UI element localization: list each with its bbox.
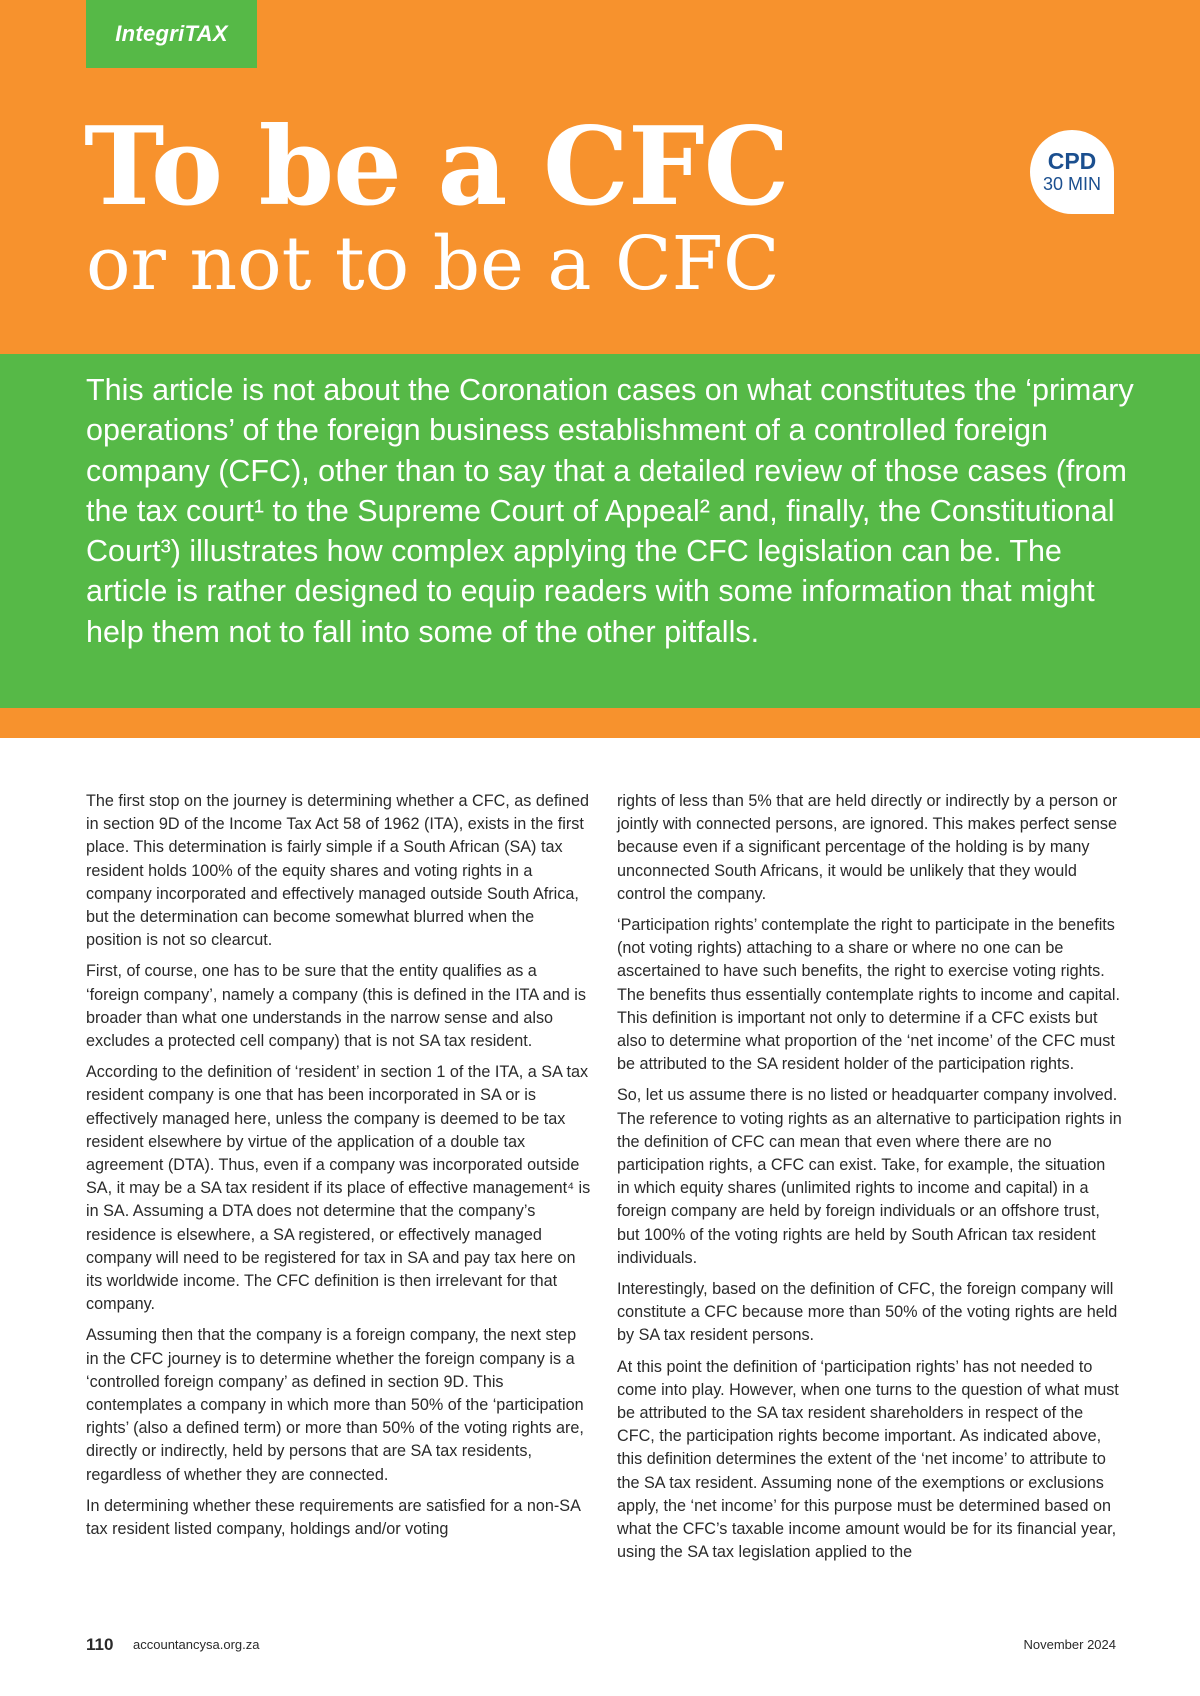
body-paragraph: In determining whether these requirements are satisfied for a non-SA tax resident listed company, holdings and/or voting (86, 1496, 580, 1539)
body-paragraph: Interestingly, based on the definition of CFC, the foreign company will constitute a CFC because more than 50% of the voting rights are held by SA tax resident persons. (617, 1280, 1118, 1345)
divider-strip (0, 708, 1200, 738)
body-column-left (86, 790, 591, 1549)
body-paragraph: So, let us assume there is no listed or headquarter company involved. The reference to voting rights as an alternative to participation rights in the definition of CFC can mean that even where there are no participation rights, a CFC can exist. Take, for example, the situation in which equity shares (unlimited rights to income and capital) in a foreign company are held by foreign individuals or an offshore trust, but 100% of the voting rights are held by South African tax resident individuals. (617, 1086, 1122, 1267)
body-paragraph: First, of course, one has to be sure that the entity qualifies as a ‘foreign company’, namely a company (this is defined in the ITA and is broader than what one understands in the narrow sense and also excludes a protected cell company) that is not SA tax resident. (86, 962, 586, 1051)
body-paragraph: ‘Participation rights’ contemplate the right to participate in the benefits (not voting rights) attaching to a share or where no one can be ascertained to have such benefits, the right to exercise voting rights. The benefits thus essentially contemplate rights to income and capital. This definition is important not only to determine if a CFC exists but also to determine what proportion of the ‘net income’ of the CFC must be attributed to the SA resident holder of the participation rights. (617, 916, 1120, 1074)
site-url: accountancysa.org.za (133, 1637, 260, 1652)
brand-logo (86, 0, 257, 68)
body-paragraph: rights of less than 5% that are held directly or indirectly by a person or jointly with connected persons, are ignored. This makes perfect sense because even if a significant percentage of the holding is by many unconnected South Africans, it would be unlikely that they would control the company. (617, 792, 1118, 903)
issue-date: November 2024 (1023, 1637, 1116, 1652)
body-paragraph: At this point the definition of ‘participation rights’ has not needed to come into play. However, when one turns to the question of what must be attributed to the SA tax resident shareholders in respect of the CFC, the participation rights become important. As indicated above, this definition determines the extent of the ‘net income’ to attribute to the SA tax resident. Assuming none of the exemptions or exclusions apply, the ‘net income’ for this purpose must be determined based on what the CFC’s taxable income amount would be for its financial year, using the SA tax legislation applied to the (617, 1357, 1119, 1562)
article-title: To be a CFC (84, 104, 789, 230)
cpd-label: CPD (1047, 148, 1097, 174)
title-banner (0, 0, 1200, 354)
intro-text: This article is not about the Coronation cases on what constitutes the ‘primary operations’ of the foreign business establishment of a controlled foreign company (CFC), other than to say that a detailed review of those cases (from the tax court¹ to the Supreme Court of Appeal² and, finally, the Constitutional Court³) illustrates how complex applying the CFC legislation can be. The article is rather designed to equip readers with some information that might help them not to fall into some of the other pitfalls. (86, 373, 1134, 649)
article-subtitle: or not to be a CFC (86, 221, 780, 307)
body-column-right (617, 790, 1122, 1573)
intro-panel (0, 354, 1200, 708)
body-paragraph: According to the definition of ‘resident’ in section 1 of the ITA, a SA tax resident company is one that has been incorporated in SA or is effectively managed here, unless the company is deemed to be tax resident elsewhere by virtue of the application of a double tax agreement (DTA). Thus, even if a company was incorporated outside SA, it may be a SA tax resident if its place of effective management⁴ is in SA. Assuming a DTA does not determine that the company’s residence is elsewhere, a SA registered, or effectively managed company will need to be registered for tax in SA and pay tax here on its worldwide income. The CFC definition is then irrelevant for that company. (86, 1063, 591, 1314)
body-paragraph: Assuming then that the company is a foreign company, the next step in the CFC journey is to determine whether the foreign company is a ‘controlled foreign company’ as defined in section 9D. This contemplates a company in which more than 50% of the ‘participation rights’ (also a defined term) or more than 50% of the voting rights are, directly or indirectly, held by persons that are SA tax residents, regardless of whether they are connected. (86, 1326, 584, 1484)
cpd-badge (1030, 130, 1114, 214)
cpd-duration: 30 MIN (1042, 174, 1102, 194)
body-paragraph: The first stop on the journey is determining whether a CFC, as defined in section 9D of the Income Tax Act 58 of 1962 (ITA), exists in the first place. This determination is fairly simple if a South African (SA) tax resident holds 100% of the equity shares and voting rights in a company incorporated and effectively managed outside South Africa, but the determination can become somewhat blurred when the position is not so clearcut. (86, 792, 589, 950)
brand-name: IntegriTAX (115, 21, 228, 46)
page-footer (86, 1635, 1116, 1659)
page-number: 110 (86, 1635, 114, 1654)
